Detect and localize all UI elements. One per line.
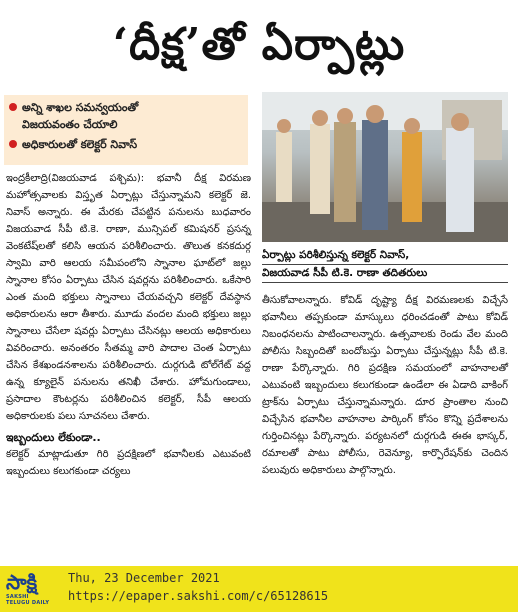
- article-subhead: ఇబ్బందులు లేకుండా..: [6, 431, 101, 444]
- logo-wordmark: సాక్షి: [6, 570, 38, 594]
- photo-caption: [262, 247, 508, 283]
- article-paragraph: ఇంద్రకీలాద్రి(విజయవాడ పశ్చిమ): భవానీ దీక్ష విరమణ మహోత్సవాలకు విస్తృత ఏర్పాట్లు చేస్తున్నామని కలెక్టర్ జె. నివాస్ అన్నారు. ఈ మేరకు చేపట్టిన పనులను బుధవారం విజయవాడ సీపీ టి.కె. రాణా, మున్సిపల్ కమిషనర్ ప్రసన్న వెంకటేష్‌లతో కలిసి ఆయన పరిశీలించారు. తొలుత కనకదుర్గ స్వామి వారి ఆలయ సమీపంలోని స్నానాల ఘాట్‌లో జల్లు స్నానాల కోసం ఏర్పాటు చేసిన షవర్లను పరిశీలించారు. ఒకేసారి ఎంత మంది భక్తులు స్నానాలు చేయవచ్చని కలెక్టర్ దేవస్థాన అధికారులను ఆరా తీశారు. మూడు వందల మంది భక్తులు జల్లు స్నానాలు చేసేలా షవర్లు ఏర్పాటు చేసినట్లు ఆలయ అధికారులు వివరించారు. అనంతరం సీతమ్మ వారి పాదాల చెంత ఏర్పాటు చేసిన కేశఖండనశాలను పరిశీలించారు. దుర్గగుడి టోల్‌గేట్ వద్ద ఉన్న క్యూలైన్ పనులను తనిఖీ చేశారు. హోమగుండాలు, ప్రసాదాల కౌంటర్లను పరిశీలించిన కలెక్టర్, సీపీ ఆలయ అధికారులకు పలు సూచనలు చేశారు.: [6, 173, 251, 422]
- highlight-line: అన్ని శాఖల సమన్వయంతో: [22, 101, 139, 114]
- caption-line: విజయవాడ సీపీ టి.కె. రాణా తదితరులు: [262, 265, 508, 283]
- logo-tagline: SAKSHI TELUGU DAILY: [6, 594, 50, 606]
- article-body-right: [262, 292, 508, 479]
- bullet-icon: [9, 103, 17, 111]
- highlights-box: [4, 95, 248, 165]
- article-body-left: [6, 170, 251, 480]
- sakshi-logo: [6, 570, 50, 608]
- highlight-item: [4, 99, 248, 133]
- news-photo: [262, 92, 508, 242]
- footer-bar: [0, 566, 518, 612]
- officials-photo-illustration: [262, 92, 508, 242]
- highlight-line: అధికారులతో కలెక్టర్ నివాస్: [22, 138, 138, 151]
- highlight-item: [4, 136, 248, 153]
- edition-url[interactable]: https://epaper.sakshi.com/c/65128615: [68, 589, 329, 603]
- article-paragraph: తీసుకోవాలన్నారు. కోవిడ్ దృష్ట్యా దీక్ష విరమణలకు విచ్చేసే భవానీలు తప్పకుండా మాస్కులు ధరించడంతో పాటు కోవిడ్ నిబంధనలను పాటించాలన్నారు. ఉత్సవాలకు రెండు వేల మంది పోలీసు సిబ్బందితో బందోబస్తు ఏర్పాటు చేస్తున్నట్లు సీపీ టి.కె. రాణా పేర్కొన్నారు. గిరి ప్రదక్షిణ సమయంలో వాహనాలతో ఎటువంటి ఇబ్బందులు కలుగకుండా ఉండేలా ఈ ఏడాది వాకింగ్ ట్రాక్‌ను ఏర్పాటు చేస్తున్నామన్నారు. దూర ప్రాంతాల నుంచి విచ్చేసిన భవానీల వాహనాల పార్కింగ్ కోసం కొన్ని ప్రదేశాలను గుర్తించినట్లు పేర్కొన్నారు. పర్యటనలో దుర్గగుడి ఈఈ భాస్కర్, రమాలతో పాటు పోలీసు, రెవెన్యూ, కార్పొరేషన్‌కు చెందిన పలువురు అధికారులు పాల్గొన్నారు.: [262, 295, 508, 476]
- edition-date: Thu, 23 December 2021: [68, 571, 220, 585]
- headline: ‘దీక్ష’తో ఏర్పాట్లు: [112, 19, 406, 70]
- caption-line: ఏర్పాట్లు పరిశీలిస్తున్న కలెక్టర్ నివాస్,: [262, 247, 508, 265]
- article-paragraph: కలెక్టర్ మాట్లాడుతూ గిరి ప్రదక్షిణలో భవానీలకు ఎటువంటి ఇబ్బందులు కలుగకుండా చర్యలు: [6, 449, 251, 477]
- bullet-icon: [9, 140, 17, 148]
- highlight-line: విజయవంతం చేయాలి: [22, 118, 118, 131]
